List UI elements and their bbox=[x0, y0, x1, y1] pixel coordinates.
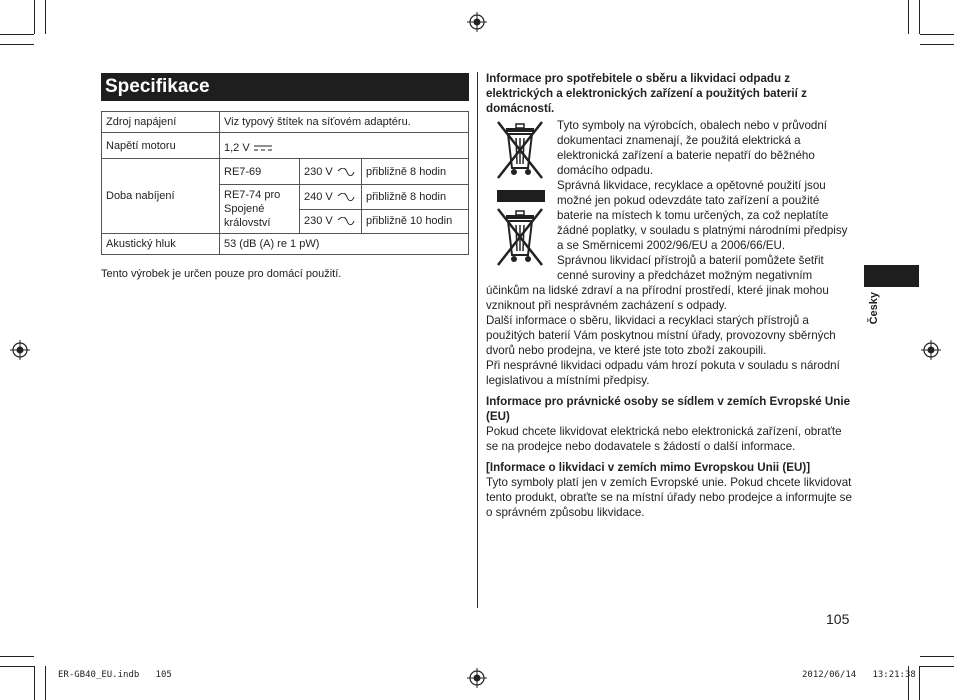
voltage-cell: 230 V bbox=[304, 165, 333, 178]
spec-table bbox=[101, 111, 469, 255]
crop-mark bbox=[920, 44, 954, 45]
motor-voltage-value: 1,2 V bbox=[224, 142, 250, 154]
voltage-cell: 230 V bbox=[304, 215, 333, 228]
crop-mark bbox=[34, 0, 35, 34]
language-tab bbox=[864, 265, 919, 287]
disposal-paragraph: Tyto symboly na výrobcích, obalech nebo v průvodní dokumentaci znamenají, že použitá elektrická a elektronická zařízení a baterie nepatří do běžného domácího odpadu. bbox=[557, 119, 828, 177]
crop-mark bbox=[45, 666, 46, 700]
crop-mark bbox=[0, 656, 34, 657]
voltage-cell: 240 V bbox=[304, 190, 333, 203]
table-row bbox=[102, 234, 469, 255]
language-label: Česky bbox=[868, 292, 880, 325]
crop-mark bbox=[919, 666, 920, 700]
time-cell: přibližně 10 hodin bbox=[362, 209, 469, 234]
noise-value: 53 (dB (A) re 1 pW) bbox=[220, 234, 469, 255]
noise-label: Akustický hluk bbox=[102, 234, 220, 255]
crop-mark bbox=[45, 0, 46, 34]
business-text: Pokud chcete likvidovat elektrická nebo elektronická zařízení, obraťte se na prodejce nebo dodavatele s žádostí o další informace. bbox=[486, 425, 842, 453]
disposal-paragraph: Při nesprávné likvidaci odpadu vám hrozí pokuta v souladu s národní legislativou a místními předpisy. bbox=[486, 359, 840, 387]
disposal-heading: Informace pro spotřebitele o sběru a likvidaci odpadu z elektrických a elektronických zařízení a použitých baterií z domácností. bbox=[486, 72, 807, 115]
model-cell: RE7-74 pro Spojené království bbox=[220, 185, 300, 234]
footer-file: ER-GB40_EU.indb 105 bbox=[58, 670, 172, 680]
column-divider bbox=[477, 72, 478, 608]
crop-mark bbox=[0, 666, 34, 667]
table-row bbox=[102, 133, 469, 159]
disposal-paragraph: Správnou likvidací přístrojů a baterií pomůžete šetřit cenné suroviny a předcházet možným negativním bbox=[557, 254, 824, 282]
crop-mark bbox=[908, 0, 909, 34]
section-heading: Specifikace bbox=[101, 73, 469, 101]
ac-symbol-icon bbox=[337, 168, 355, 176]
crop-mark bbox=[0, 34, 34, 35]
page-number: 105 bbox=[826, 611, 850, 627]
power-supply-label: Zdroj napájení bbox=[102, 112, 220, 133]
power-supply-value: Viz typový štítek na síťovém adaptéru. bbox=[220, 112, 469, 133]
outside-eu-text: Tyto symboly platí jen v zemích Evropské unie. Pokud chcete likvidovat tento produkt, obraťte se na místní úřady nebo prodejce a informujte se o správném způsobu likvidace. bbox=[486, 476, 852, 519]
registration-mark-icon bbox=[467, 12, 487, 32]
motor-voltage-label: Napětí motoru bbox=[102, 133, 220, 159]
charging-time-label: Doba nabíjení bbox=[102, 159, 220, 234]
disposal-paragraph: Správná likvidace, recyklace a opětovné použití jsou možné jen pokud odevzdáte tato zařízení a použité baterie na místech k tomu určených, za což neplatíte žádné poplatky, v souladu s platnými národními předpisy a se Směrnicemi 2002/96/EU a 2006/66/EU. bbox=[557, 179, 848, 252]
footer-datetime: 2012/06/14 13:21:38 bbox=[802, 670, 916, 680]
usage-note: Tento výrobek je určen pouze pro domácí použití. bbox=[101, 268, 342, 280]
disposal-section bbox=[486, 71, 854, 520]
registration-mark-icon bbox=[467, 668, 487, 688]
time-cell: přibližně 8 hodin bbox=[362, 159, 469, 185]
time-cell: přibližně 8 hodin bbox=[362, 185, 469, 210]
disposal-paragraph: účinkům na lidské zdraví a na přírodní prostředí, které jinak mohou vzniknout při nesprávném zacházení s odpady. bbox=[486, 284, 829, 312]
outside-eu-heading: [Informace o likvidaci v zemích mimo Evropskou Unii (EU)] bbox=[486, 461, 811, 474]
crop-mark bbox=[920, 666, 954, 667]
disposal-paragraph: Další informace o sběru, likvidaci a recyklaci starých přístrojů a použitých baterií Vám poskytnou místní úřady, provozovny sběrných dvorů nebo prodejna, ve které jste toto zboží zakoupili. bbox=[486, 314, 836, 357]
model-cell: RE7-69 bbox=[220, 159, 300, 185]
table-row bbox=[102, 112, 469, 133]
ac-symbol-icon bbox=[337, 193, 355, 201]
business-heading: Informace pro právnické osoby se sídlem v zemích Evropské Unie (EU) bbox=[486, 395, 851, 423]
crop-mark bbox=[920, 656, 954, 657]
registration-mark-icon bbox=[921, 340, 941, 360]
registration-mark-icon bbox=[10, 340, 30, 360]
crop-mark bbox=[920, 34, 954, 35]
crop-mark bbox=[919, 0, 920, 34]
table-row bbox=[102, 159, 469, 185]
dc-symbol-icon bbox=[254, 144, 272, 152]
crop-mark bbox=[34, 666, 35, 700]
ac-symbol-icon bbox=[337, 217, 355, 225]
crop-mark bbox=[0, 44, 34, 45]
